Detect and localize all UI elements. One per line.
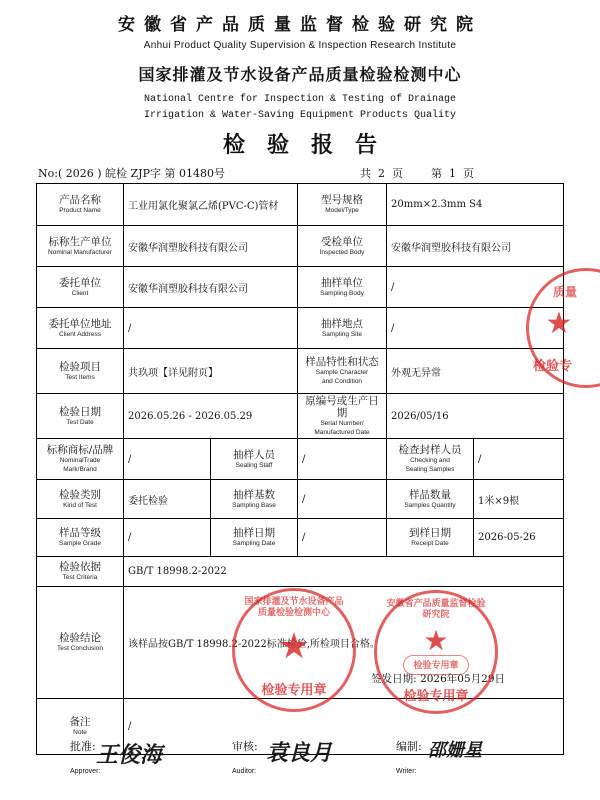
value-sealing-staff: /	[298, 439, 387, 480]
label-inspected-body: 受检单位 Inspected Body	[298, 226, 387, 267]
label-note: 备注 Note	[37, 699, 124, 755]
label-sealing-samples: 检查封样人员 Checking and Sealing Samples	[387, 439, 474, 480]
value-test-date: 2026.05.26 - 2026.05.29	[124, 394, 298, 439]
issue-date: 签发日期: 2026年05月29日	[371, 673, 506, 685]
centre-stamp	[232, 588, 356, 712]
label-manufacturer: 标称生产单位 Nominal Manufacturer	[37, 226, 124, 267]
label-conclusion: 检验结论 Test Conclusion	[37, 587, 124, 699]
edge-stamp	[526, 268, 600, 388]
conclusion-text: 该样品按GB/T 18998.2-2022标准检验,所检项目合格。	[128, 639, 380, 650]
institute-stamp	[374, 590, 498, 714]
value-sampling-base: /	[298, 480, 387, 519]
label-trademark: 标称商标/品牌 NominalTrade Mark/Brand	[37, 439, 124, 480]
approver-label: 批准:	[70, 740, 96, 753]
value-serial-no: 2026/05/16	[387, 394, 564, 439]
table-row	[37, 267, 564, 308]
table-row	[37, 226, 564, 267]
value-client-address: /	[124, 308, 298, 349]
label-test-items: 检验项目 Test Items	[37, 349, 124, 394]
page-info: 共 2 页 第 1 页	[360, 167, 474, 180]
star-icon: ★	[545, 306, 573, 341]
edge-stamp-subtitle: 检验专	[533, 359, 573, 374]
centre-name-en-line1: National Centre for Inspection & Testing of Drainage	[143, 94, 457, 105]
report-title: 检验报告	[222, 132, 399, 158]
label-test-date: 检验日期 Test Date	[37, 394, 124, 439]
table-row	[37, 184, 564, 226]
centre-name-en-line2: Irrigation & Water-Saving Equipment Products Quality	[143, 110, 457, 121]
label-sampling-body: 抽样单位 Sampling Body	[298, 267, 387, 308]
label-product-name: 产品名称 Product Name	[37, 184, 124, 226]
value-product-name: 工业用氯化聚氯乙烯(PVC-C)管材	[124, 184, 298, 226]
table-row	[37, 439, 564, 480]
value-sample-quantity: 1米×9根	[474, 480, 564, 519]
auditor-block	[232, 738, 258, 775]
writer-block	[396, 738, 422, 775]
value-kind-of-test: 委托检验	[124, 480, 211, 519]
table-row	[37, 349, 564, 394]
label-sampling-base: 抽样基数 Sampling Base	[211, 480, 298, 519]
table-row	[37, 308, 564, 349]
auditor-signature: 袁良月	[266, 740, 333, 766]
label-sample-quantity: 样品数量 Samples Quantity	[387, 480, 474, 519]
label-sampling-date: 抽样日期 Sampling Date	[211, 519, 298, 557]
approver-signature: 王俊海	[96, 742, 163, 768]
label-sample-condition: 样品特性和状态 Sample Character and Condition	[298, 349, 387, 394]
value-trademark: /	[124, 439, 211, 480]
label-sample-grade: 样品等级 Sample Grade	[37, 519, 124, 557]
value-model: 20mm×2.3mm S4	[387, 184, 564, 226]
approver-label-en: Approver:	[70, 768, 101, 775]
institute-stamp-subtitle: 检验专用章	[403, 689, 469, 704]
institute-stamp-ring-text: 安徽省产品质量监督检验研究院	[386, 599, 486, 620]
label-serial-no: 原编号或生产日期 Serial Number/ Manufactured Date	[298, 394, 387, 439]
label-test-criteria: 检验依据 Test Criteria	[37, 557, 124, 587]
writer-signature: 邵姗星	[428, 740, 482, 761]
report-number: No:( 2026 ) 皖检 ZJP字 第 01480号	[38, 167, 225, 180]
value-sealing-samples: /	[474, 439, 564, 480]
value-receipt-date: 2026-05-26	[474, 519, 564, 557]
writer-label-en: Writer:	[396, 768, 417, 775]
value-test-items: 共玖项【详见附页】	[124, 349, 298, 394]
label-kind-of-test: 检验类别 Kind of Test	[37, 480, 124, 519]
institute-name-cn: 安徽省产品质量监督检验研究院	[118, 15, 482, 35]
star-icon: ★	[277, 626, 311, 667]
value-inspected-body: 安徽华润塑胶科技有限公司	[387, 226, 564, 267]
writer-label: 编制:	[396, 740, 422, 753]
centre-stamp-ring-text: 国家排灌及节水设备产品质量检验检测中心	[244, 597, 344, 618]
value-sampling-body: /	[387, 267, 564, 308]
label-receipt-date: 到样日期 Receipt Date	[387, 519, 474, 557]
auditor-label-en: Auditor:	[232, 768, 257, 775]
value-sampling-site: /	[387, 308, 564, 349]
value-manufacturer: 安徽华润塑胶科技有限公司	[124, 226, 298, 267]
table-row	[37, 394, 564, 439]
value-sample-condition: 外观无异常	[387, 349, 564, 394]
label-model: 型号规格 Model/Type	[298, 184, 387, 226]
centre-name-cn: 国家排灌及节水设备产品质量检验检测中心	[138, 65, 462, 84]
label-sealing-staff: 抽样人员 Sealing Staff	[211, 439, 298, 480]
table-row	[37, 480, 564, 519]
value-sample-grade: /	[124, 519, 211, 557]
label-client-address: 委托单位地址 Client Address	[37, 308, 124, 349]
institute-name-en: Anhui Product Quality Supervision & Inspection Research Institute	[143, 40, 457, 51]
edge-stamp-ring-text: 质量	[552, 285, 577, 299]
label-sampling-site: 抽样地点 Sampling Site	[298, 308, 387, 349]
centre-stamp-subtitle: 检验专用章	[261, 683, 327, 698]
institute-stamp-inner-label: 检验专用章	[413, 661, 459, 671]
auditor-label: 审核:	[232, 740, 258, 753]
table-row	[37, 519, 564, 557]
value-client: 安徽华润塑胶科技有限公司	[124, 267, 298, 308]
value-note: /	[124, 699, 564, 755]
star-icon: ★	[423, 624, 449, 657]
label-client: 委托单位 Client	[37, 267, 124, 308]
value-sampling-date: /	[298, 519, 387, 557]
value-test-criteria: GB/T 18998.2-2022	[124, 557, 564, 587]
table-row	[37, 557, 564, 587]
